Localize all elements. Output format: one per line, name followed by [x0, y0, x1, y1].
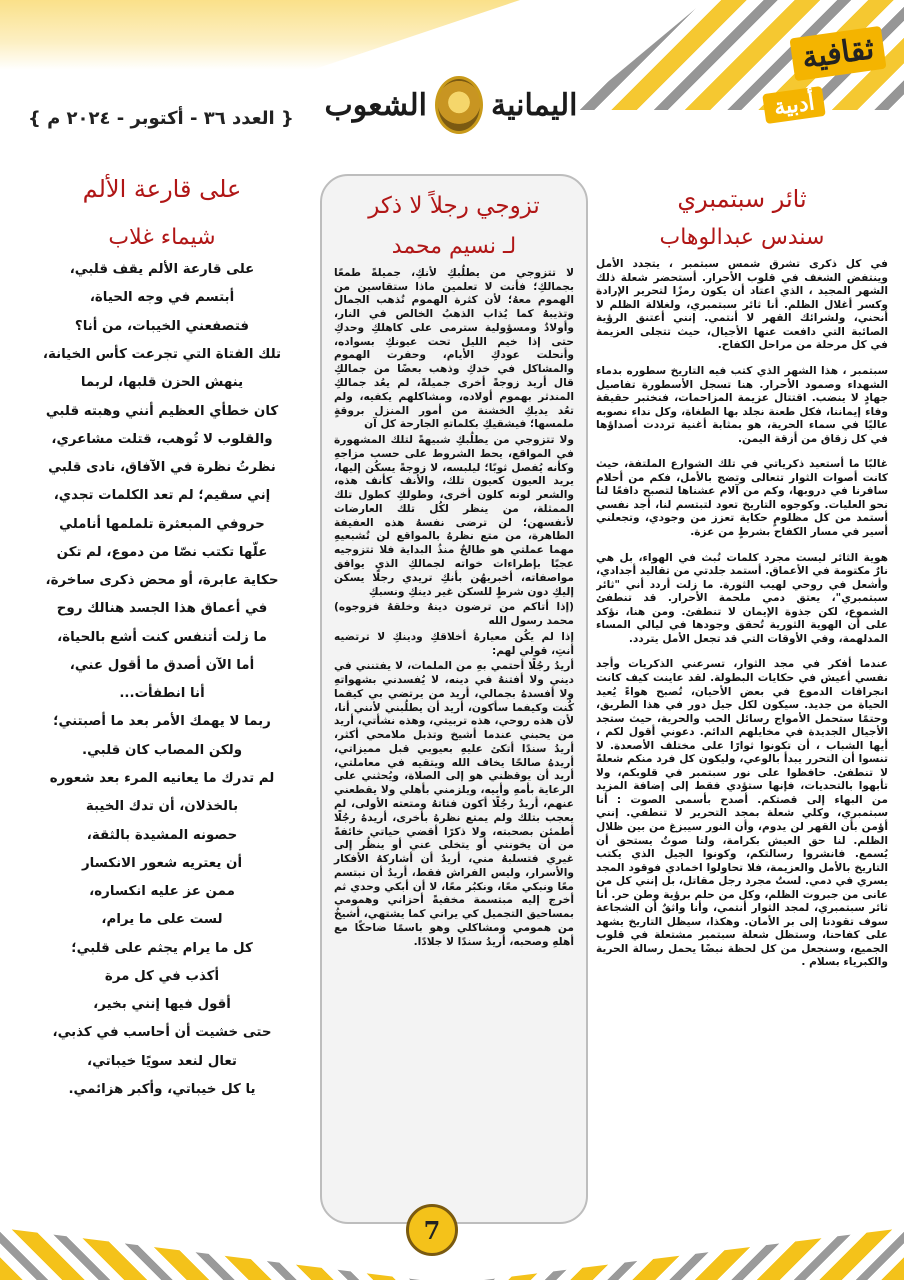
article-paragraph: أريدُ رجُلًا أحتمي بهِ من الملمات، لا يفتنني في ديني ولا أفتنهُ في دينه، لا يُفسدني بشهواتهِ ولا أفسدهُ بجمالي، أريد من يرتضي بي كيفما كُنت وكيفما سأكون، أريد أن يطلُبني لأنني أنا، لأن هذه روحي، هذه تربيتي، وهذه نشأتي، أريد من يحبني عندما أشيخ وتذبل ملامحي أكثر، أريدُ سندًا أتكئ عليهِ بعيوبي قبل مميزاتي، أريدهُ صالحًا يخاف الله ويتقيه في معاملتي، أريد أن يوقظني هو إلى الصلاة، ويُحثني على الرعاية بأمهِ وأبيه، ويلزمني بأهلي ولا يقطعني عنهم، أريدُ رجُلًا أكون فتاتهُ ومتعته الأولى، لم يعجب بتلك ولم يمتع نظرهُ بأخرى، أريدهُ رجُلًا أطمئن بصحبته، ولا ذكرًا أقضي حياتي خائفةً من أن يخونني أو يتخلى عني أو ينظُر إلى غيري فتسلبهُ مني، أريدُ أن أشاركهُ الأفكار والأسرار، وليس الفراش فقط، أريدُ أن نبتسم معًا ونبكي معًا، ونكبُر معًا، لا أن أبكي وحدي ثم أخرج إليه مبتسمة مخفيةً أحزاني وهمومي بمساحيق التجميل كي يراني كما يشتهي، أشيخُ من همومي ومشاكلي وهو باسمًا ضاحكًا مع أهلهِ وصحبه، أريدُ سندًا لا جلادًا.	[334, 660, 574, 948]
article-paragraph: لا تتزوجي من يطلُبكِ لأنكِ، جميلةً طمعًا بجمالكِ؛ فأنت لا تعلمين ماذا ستقاسين من الهموم معهُ؛ لأن كثرة الهموم تُذهب الجمال وتذيبهُ كما يُذاب الذهبُ الخالص في النار، وأولادٌ ومسؤولية سترمى على كاهلكِ وحدكِ حتى إذا خيم الليل تحت عيونكِ بسواده، وأنحلت عودكِ الأيام، وحفرت الهموم والمشاكل في خدكِ وذهب بعضًا من جمالكِ قال أريد زوجةً أخرى جميلةً، لم يعُد جمالكِ المندثر بهموم أولاده، ومشاكلهم يكفيه، ولم تعُد يديكِ الخشنة من أمور المنزل بروقةٍ ملمسها؛ فيشقيكِ بكلماتهِ الجارحة كل آن	[334, 266, 574, 431]
emblem-icon	[435, 76, 483, 134]
article-column-middle	[320, 174, 588, 1224]
article-columns	[16, 170, 888, 1230]
poem-line: حكاية عابرة، أو محض ذكرى ساخرة،	[45, 573, 279, 589]
poem-line: والقلوب لا تُوهب، قتلت مشاعري،	[51, 431, 273, 447]
article-paragraph: ولا تتزوجي من يطلُبكِ شبيهةً لتلك المشهورة في المواقع، يحط الشروط على حسب مزاجهِ وكأنه يُفصل ثوبًا؛ ليلبسه، لا زوجةً يسكُن إليها، يريد العيون كعيون تلك، والأنف كأنف هذه، والشعر لونه كلون أخرى، وطولكِ كطول تلك الممثلة، من ينظر لكُل تلك العارضات لأنفسهن؛ لن ترضى نفسهُ هذه العفيفة الطاهرة، من متع نظرهُ بالمواقع لن تُشبعيهِ مهما عملتي هو طالحٌ منذُ البداية فلا تتزوجيه عجبًا بإطراءات خواته لجمالكِ الذي يوافق مواصفاته، أخبريهُن بأنكِ تريدي رجلًا يسكن إليكِ دون شرطٍ للسكن غير دينكِ ونسبكِ	[334, 434, 574, 598]
article-title: تزوجي رجلاً لا ذكر	[368, 193, 540, 219]
poem-line: فتصفعني الخيبات، من أنا؟	[74, 318, 250, 334]
poem-line: لم تدرك ما يعانيه المرء بعد شعوره	[49, 770, 275, 786]
poem-line: حروفي المبعثرة تلملمها أناملي	[59, 516, 265, 532]
section-label: ثقافية	[789, 26, 886, 81]
article-paragraph: غالبًا ما أستعيد ذكرياتي في تلك الشوارع الملتفة، حيث كانت أصوات الثوار تتعالى وتضج بالأمل، فكم من أحلام سافرنا في دروبها، وكم من آلام عشناها لتصبح دافعًا لنا نحو العليات. وكوجوه التاريخ تعود لتبتسم لنا، أجد نفسي أستمد من كل مظلومٍ حكاية تعزز من وجودي، وتجعلني أسير في مسار الكفاح بشرطٍ من عزة.	[596, 458, 888, 539]
poem-line: أقول فيها إنني بخير،	[93, 997, 231, 1013]
poem-line: ينهش الحزن قلبها، لربما	[80, 375, 244, 391]
poem-line: ما زلت أتنفس كنت أشع بالحياة،	[57, 629, 267, 645]
article-paragraph: إذا لم يكُن معيارهُ أخلاقكِ ودينكِ لا ترتضيه أنتِ، قولي لهم:	[334, 630, 574, 657]
article-paragraph: سبتمبر ، هذا الشهر الذي كتب فيه التاريخ سطوره بدماء الشهداء وصمود الأحرار. هنا تسجل الأسطورة تفاصيل جهادٍ لا ينضب. اقتتال عزيمة المزاحمات، فنختبر حقيقة وفاء إيماننا، فكل طعنة نجلد بها الطغاة، وكل نداء نصوبه عاليًا في سماء الحرية، هو بمثابة أغنية ترددت أصداؤها في كل زقاق من أزقة اليمن.	[596, 365, 888, 445]
poem-line: أبتسم في وجه الحياة،	[89, 290, 235, 306]
issue-info: { العدد ٣٦ - أكتوبر - ٢٠٢٤ م }	[28, 108, 294, 129]
article-author: لـ نسيم محمد	[391, 233, 517, 259]
header-decoration-left	[0, 0, 520, 70]
poem-line: ممن عز عليه انكساره،	[89, 884, 235, 900]
poem-column-left	[16, 170, 308, 1230]
subsection-label: أدبية	[762, 86, 826, 124]
poem-line: على قارعة الألم يقف قلبي،	[69, 262, 255, 278]
article-title: ثائر سبتمبري	[677, 185, 807, 213]
article-column-right	[596, 170, 888, 1230]
poem-line: تلك الفتاة التي تجرعت كأس الخيانة،	[42, 346, 282, 362]
article-paragraph: في كل ذكرى تشرق شمس سبتمبر ، يتجدد الأمل وينتفض الشغف في قلوب الأحرار. أستحضر شعلة ذلك الشهر المجيد ، الذي اعتاد أن يكون رمزًا لتحرير الإرادة وكسر أغلال الظلم. أنا ثائر سبتمبري، ولغلالة الظلم لا أنحني، ولشرائك القهر لا أنتمي. إنني أعتنق الرؤية الصائبة التي دافعت عنها الأجيال، حيث تتجلى العزيمة في كل مرحلة من مراحل الكفاح.	[596, 258, 888, 352]
article-paragraph: هوية الثائر ليست مجرد كلمات تُبث في الهواء، بل هي نارٌ مكتومة في الأعماق. أستمد جلدتي من تقاليد أجدادي، وأشعل في روحي لهيب الثورة. ما زلت أردد أني "ثائر سبتمبري"، يعتق دمي ملحمة الأحرار. قد تنطفئ الشموع، لكن جذوة الإيمان لا تنطفئ. ومن هنا، نؤكد على أن الهوية الثورية تُحقق وجودها في ليالي المساء المدلهمة، وفي الأوقات التي قد تجعل الأمل يتردد.	[596, 551, 888, 645]
poem-line: علّها تكتب نصّا من دموع، لم تكن	[56, 544, 268, 560]
poem-line: نظرتُ نظرة في الآفاق، نادى قلبي	[48, 460, 276, 476]
article-paragraph: (إذا أتاكم من ترضون دينهُ وخلقهُ فزوجوه) محمد رسول الله	[334, 601, 574, 628]
section-tag	[734, 32, 884, 142]
masthead-word-right: اليمانية	[490, 87, 578, 123]
poem-title: على قارعة الألم	[82, 175, 242, 203]
article-paragraph: عندما أفكر في مجد الثوار، تسرعني الذكريات وأجد نفسي أعيش في حكايات البطولة. لقد عاينت كيف كانت انجرافات الدموع في بعض الأحيان، تُصبح هواءً يُعيد الحياة من جديد. سيكون لكل جيل دور في هذا الطريق، وحتمًا ستحمل الأمواج رسائل الحب والحرية، حيث ستجد الأجيال الجديدة في مخايلهم الدائم. دعوني أقول لكم ، أيها الشباب ، أن تكونوا ثوارًا على مختلف الأصعدة. لا تنسوا أن التحرر يبدأ بالوعي، وليكون كل فرد منكم شعلةً لا تنطفئ. حافظوا على نور سبتمبر في قلوبكم، ولا تأبهوا بالتحديات، فإنها ستؤدي فقط إلى إضافة المزيد من البهاء إلى قصتكم. أصدح بأسمى الصوت : أنا سبتمبري، وكلي شعلة بمجد التحرير لا تنطفي. إنني أؤمن بأن القهر لن يدوم، وأن النور سيبزغ من بين ظلال الظلم. لنا حق العيش بكرامة، ولنا صوتٌ يستحق أن يُسمع. فانشروا رسالتكم، وكونوا الجيل الذي يكتب التاريخ بالأمل والعزيمة، فلا تحاولوا اخمادي فوقود المجد يسري في دمي. لستُ مجرد رجل مقاتل، بل إنني كل من عانى من جبروت الظلم، وكل من حلم برؤية وطن حر. أنا ثائر سبتمبري، لمجد الثوار أنتمي، وأنا واثقٌ أن الشجاعة سوف تقودنا إلى بر الأمان. وهكذا، سيظل التاريخ يشهد على كفاحنا، وستظل شعلة سبتمبر مشتعلة في قلوب الجميع، وسنجعل من كل لحظة نبضًا يحمل رسالة الحرية والكبرياء بسلام .	[596, 658, 888, 969]
poem-line: ربما لا يهمك الأمر بعد ما أصبتني؛	[53, 714, 271, 730]
poem-line: في أعماق هذا الجسد هنالك روح	[56, 601, 268, 617]
poem-author: شيماء غلاب	[108, 225, 216, 251]
poem-line: حتى خشيت أن أحاسب في كذبي،	[52, 1025, 272, 1041]
poem-line: لست على ما يرام،	[101, 912, 223, 928]
page-number: 7	[406, 1204, 458, 1256]
poem-line: تعال لنعد سويًا خيباتي،	[87, 1053, 237, 1069]
poem-line: أن يعتريه شعور الانكسار	[81, 855, 243, 871]
poem-line: أكذب في كل مرة	[104, 968, 220, 984]
masthead-word-left: الشعوب	[324, 87, 427, 123]
poem-line: أنا انطفأت...	[119, 686, 205, 702]
masthead	[296, 75, 606, 135]
poem-line: ولكن المصاب كان قلبي.	[81, 742, 243, 758]
poem-line: إني سقيم؛ لم تعد الكلمات تجدي،	[53, 488, 271, 504]
poem-line: يا كل خيباتي، وأكبر هزائمي.	[68, 1081, 256, 1097]
poem-line: أما الآن أصدق ما أقول عني،	[69, 657, 255, 673]
poem-line: كان خطأي العظيم أنني وهبته قلبي	[45, 403, 279, 419]
article-author: سندس عبدالوهاب	[659, 225, 825, 251]
poem-line: بالخذلان، أن تدك الخيبة	[85, 799, 239, 815]
poem-line: كل ما يرام يجثم على قلبي؛	[71, 940, 253, 956]
poem-line: حصونه المشيدة بالثقة،	[86, 827, 238, 843]
